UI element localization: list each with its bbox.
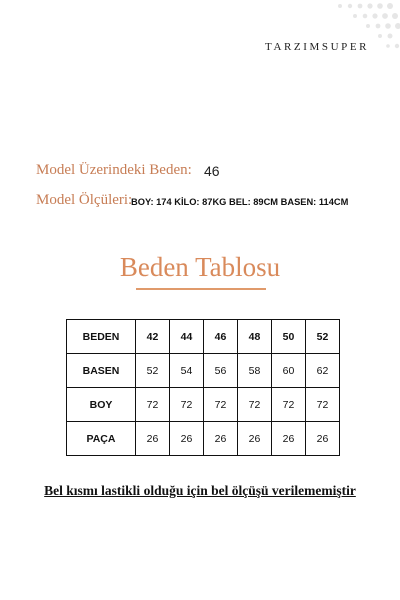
table-cell: 72 — [136, 388, 170, 422]
table-cell: BASEN — [67, 354, 136, 388]
table-cell: BOY — [67, 388, 136, 422]
table-cell: BEDEN — [67, 320, 136, 354]
table-header-row — [67, 320, 340, 354]
table-cell: 56 — [204, 354, 238, 388]
size-table-title: Beden Tablosu — [119, 252, 281, 282]
table-cell: PAÇA — [67, 422, 136, 456]
table-cell: 26 — [272, 422, 306, 456]
table-cell: 72 — [238, 388, 272, 422]
model-measurements-value: BOY: 174 KİLO: 87KG BEL: 89CM BASEN: 114CM — [131, 197, 349, 207]
table-cell: 72 — [204, 388, 238, 422]
table-cell: 48 — [238, 320, 272, 354]
table-cell: 26 — [204, 422, 238, 456]
table-cell: 26 — [136, 422, 170, 456]
table-cell: 44 — [170, 320, 204, 354]
table-cell: 52 — [306, 320, 340, 354]
table-cell: 26 — [238, 422, 272, 456]
table-cell: 26 — [170, 422, 204, 456]
table-cell: 26 — [306, 422, 340, 456]
table-cell: 72 — [272, 388, 306, 422]
title-underline — [136, 288, 266, 290]
table-row — [67, 354, 340, 388]
model-measurements-label: Model Ölçüleri: — [36, 192, 133, 208]
table-cell: 52 — [136, 354, 170, 388]
table-cell: 42 — [136, 320, 170, 354]
table-cell: 60 — [272, 354, 306, 388]
brand-logo-text: TARZIMSUPER — [265, 41, 370, 53]
table-cell: 72 — [170, 388, 204, 422]
table-row — [67, 388, 340, 422]
table-cell: 54 — [170, 354, 204, 388]
table-cell: 58 — [238, 354, 272, 388]
size-table — [66, 319, 340, 456]
table-cell: 46 — [204, 320, 238, 354]
decorative-dot-pattern — [280, 0, 400, 70]
table-cell: 50 — [272, 320, 306, 354]
waist-note: Bel kısmı lastikli olduğu için bel ölçüşü verilememiştir — [44, 483, 356, 498]
table-row — [67, 422, 340, 456]
model-size-value: 46 — [204, 163, 220, 179]
model-size-label: Model Üzerindeki Beden: — [36, 162, 192, 178]
table-cell: 62 — [306, 354, 340, 388]
table-cell: 72 — [306, 388, 340, 422]
